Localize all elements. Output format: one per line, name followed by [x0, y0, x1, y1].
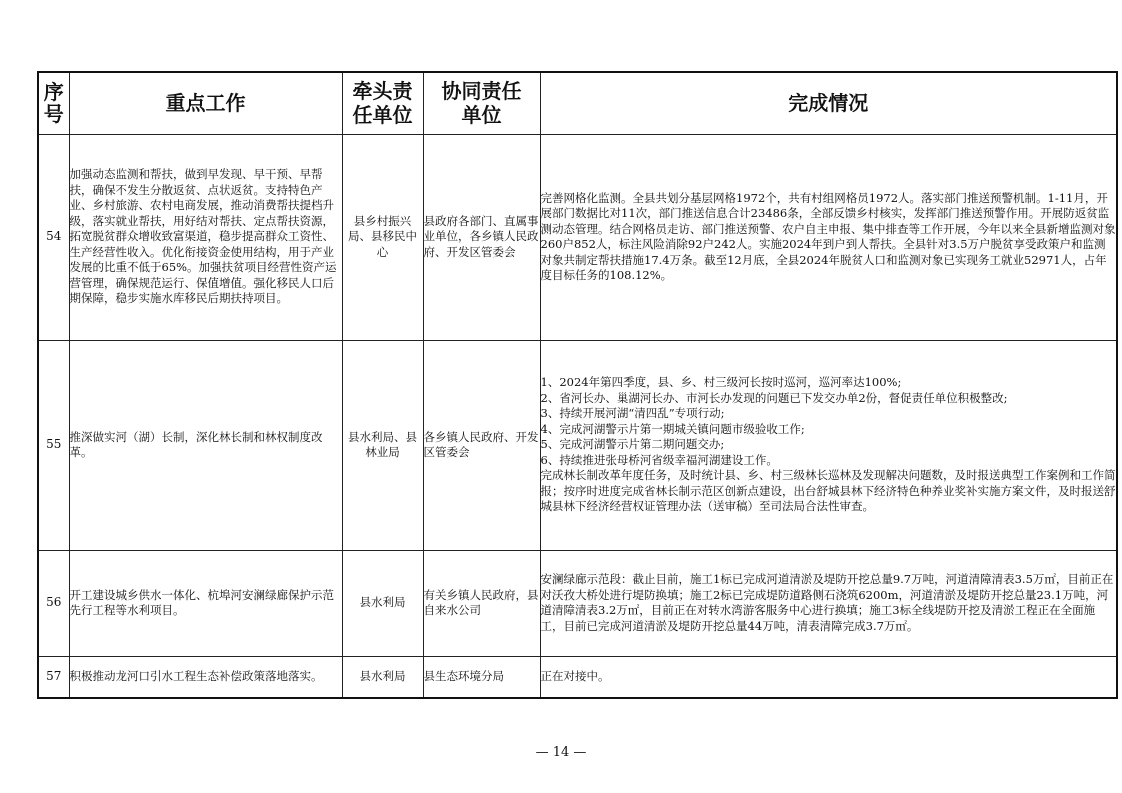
row-key-work: 加强动态监测和帮扶，做到早发现、早干预、早帮扶，确保不发生分散返贫、点状返贫。支持特色产业、乡村旅游、农村电商发展，推动消费帮扶提档升级，落实就业帮扶，用好结对帮扶、定点帮扶资源，拓宽脱贫群众增收致富渠道，稳步提高群众工资性、生产经营性收入。优化衔接资金使用结构，用于产业发展的比重不低于65%。加强扶贫项目经营性资产运营管理，确保规范运行、保值增值。强化移民人口后期保障，稳步实施水库移民后期扶持项目。: [69, 134, 342, 340]
row-status: 1、2024年第四季度，县、乡、村三级河长按时巡河，巡河率达100%; 2、省河长办、巢湖河长办、市河长办发现的问题已下发交办单2份，督促责任单位积极整改; 3、持续开展河湖“清四乱”专项行动; 4、完成河湖警示片第一期城关镇问题市级验收工作; 5、完成河湖警示片第二期问题交办; 6、持续推进张母桥河省级幸福河湖建设工作。 完成林长制改革年度任务，及时统计县、乡、村三级林长巡林及发现解决问题数，及时报送典型工作案例和工作简报；按序时进度完成省林长制示范区创新点建设，出台舒城县林下经济特色种养业奖补实施方案文件，及时报送舒城县林下经济经营权证管理办法（送审稿）至司法局合法性审查。: [540, 340, 1117, 550]
row-number: 56: [38, 550, 69, 656]
row-assist-unit: 各乡镇人民政府、开发区管委会: [423, 340, 540, 550]
row-number: 55: [38, 340, 69, 550]
header-key-work: 重点工作: [69, 72, 342, 134]
page-number: — 14 —: [535, 745, 587, 760]
header-status: 完成情况: [540, 72, 1117, 134]
header-lead-unit: 牵头责 任单位: [342, 72, 423, 134]
header-serial-number: 序 号: [38, 72, 69, 134]
row-assist-unit: 县生态环境分局: [423, 656, 540, 698]
work-progress-table: [37, 71, 1118, 699]
row-lead-unit: 县乡村振兴局、县移民中心: [342, 134, 423, 340]
table-row: [38, 656, 1117, 698]
row-lead-unit: 县水利局、县林业局: [342, 340, 423, 550]
row-status: 完善网格化监测。全县共划分基层网格1972个，共有村组网格员1972人。落实部门推送预警机制。1-11月，开展部门数据比对11次，部门推送信息合计23486条，全部反馈乡村核实，发挥部门推送预警作用。开展防返贫监测动态管理。结合网格员走访、部门推送预警、农户自主申报、集中排查等工作开展，今年以来全县新增监测对象260户852人，标注风险消除92户242人。实施2024年到户到人帮扶。全县针对3.5万户脱贫享受政策户和监测对象共制定帮扶措施17.4万条。截至12月底，全县2024年脱贫人口和监测对象已实现务工就业52971人，占年度目标任务的108.12%。: [540, 134, 1117, 340]
row-status: 安澜绿廊示范段：截止目前，施工1标已完成河道清淤及堤防开挖总量9.7万吨，河道清障清表3.5万㎡，目前正在对沃孜大桥处进行堤防换填；施工2标已完成堤防道路侧石浇筑6200m，河道清淤及堤防开挖总量23.1万吨，河道清障清表3.2万㎡，目前正在对转水湾游客服务中心进行换填；施工3标全线堤防开挖及清淤工程正在全面施工，目前已完成河道清淤及堤防开挖总量44万吨，清表清障完成3.7万㎡。: [540, 550, 1117, 656]
header-assist-unit: 协同责任 单位: [423, 72, 540, 134]
row-number: 57: [38, 656, 69, 698]
table-row: [38, 134, 1117, 340]
table-row: [38, 340, 1117, 550]
row-assist-unit: 有关乡镇人民政府，县自来水公司: [423, 550, 540, 656]
row-lead-unit: 县水利局: [342, 550, 423, 656]
row-key-work: 推深做实河（湖）长制，深化林长制和林权制度改革。: [69, 340, 342, 550]
table-row: [38, 550, 1117, 656]
row-number: 54: [38, 134, 69, 340]
row-status: 正在对接中。: [540, 656, 1117, 698]
row-key-work: 积极推动龙河口引水工程生态补偿政策落地落实。: [69, 656, 342, 698]
row-lead-unit: 县水利局: [342, 656, 423, 698]
row-key-work: 开工建设城乡供水一体化、杭埠河安澜绿廊保护示范先行工程等水利项目。: [69, 550, 342, 656]
row-assist-unit: 县政府各部门、直属事业单位，各乡镇人民政府、开发区管委会: [423, 134, 540, 340]
table-header-row: [38, 72, 1117, 134]
